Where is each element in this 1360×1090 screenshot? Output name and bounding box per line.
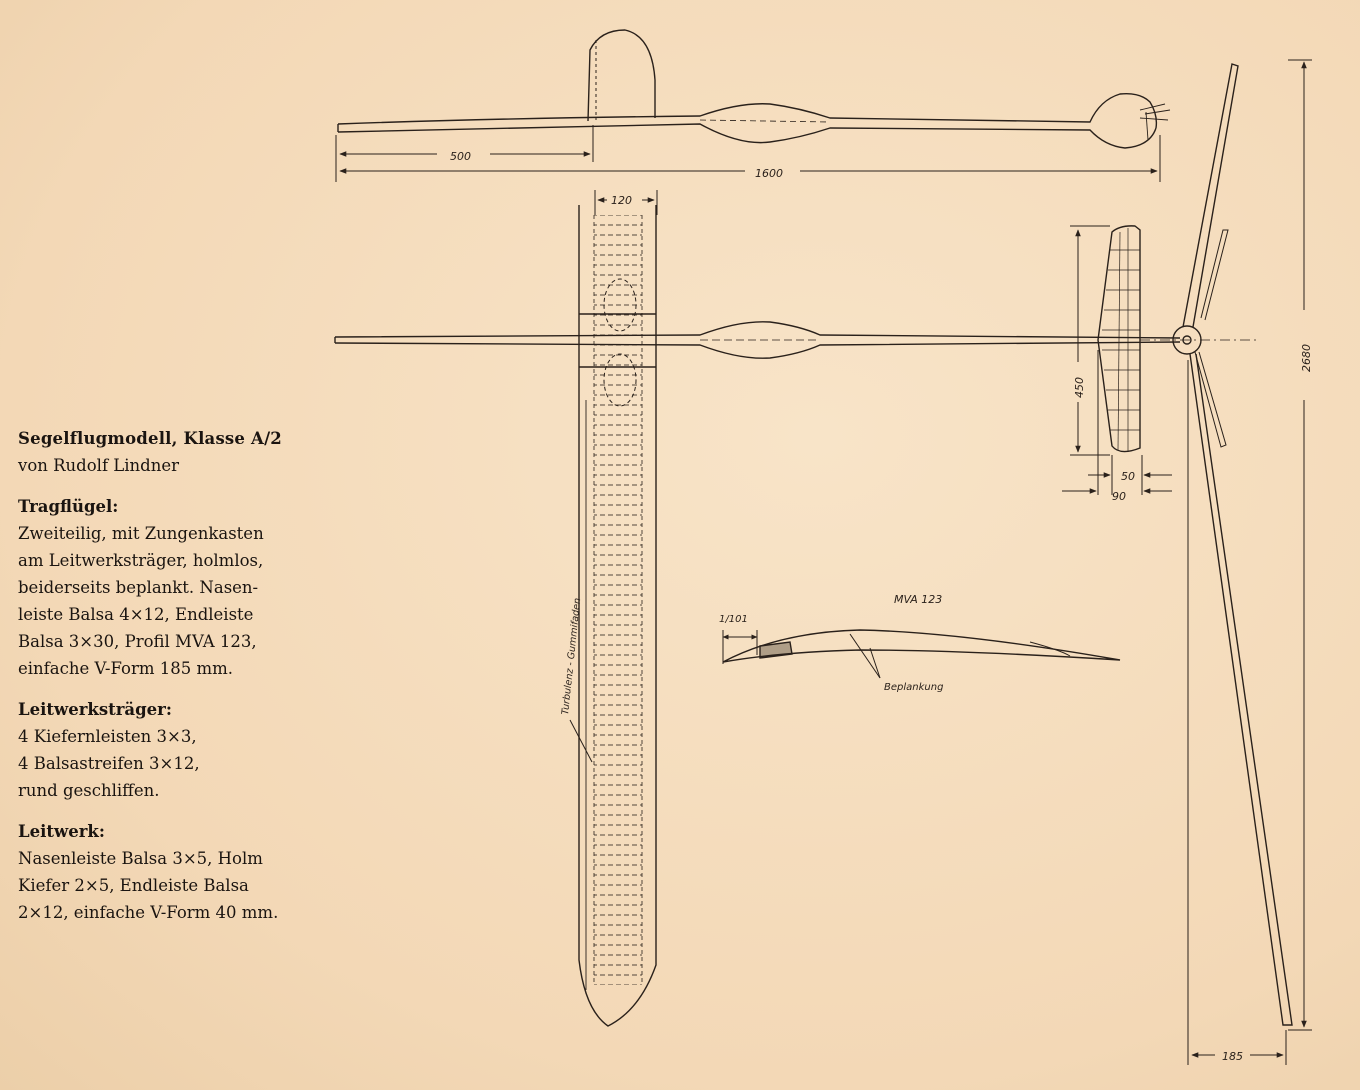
dimension-label: 50 [1121, 470, 1135, 483]
turbulence-label: Turbulenz - Gummifaden [560, 597, 584, 716]
side-fuselage-lower [338, 124, 1156, 148]
dimension-label: 1/101 [719, 614, 748, 625]
dimension-label: 185 [1222, 1050, 1243, 1063]
airfoil-profile [723, 630, 1120, 678]
front-view [1140, 64, 1292, 1025]
side-fin [588, 30, 655, 121]
section-heading-tragfluegel: Tragflügel: [18, 497, 119, 516]
dimension-label: 500 [450, 150, 471, 163]
text-line: beiderseits beplankt. Nasen- [18, 578, 259, 597]
model-title: Segelflugmodell, Klasse A/2 [18, 429, 282, 448]
dimension-front [1188, 60, 1312, 1065]
text-line: am Leitwerksträger, holmlos, [18, 551, 264, 570]
text-line: Zweiteilig, mit Zungenkasten [18, 524, 264, 543]
text-line: Nasenleiste Balsa 3×5, Holm [18, 849, 263, 868]
section-heading-leitwerkstraeger: Leitwerksträger: [18, 700, 172, 719]
text-line: 2×12, einfache V-Form 40 mm. [18, 903, 279, 922]
top-view [335, 205, 1180, 1026]
front-fin [1183, 64, 1238, 327]
section-heading-leitwerk: Leitwerk: [18, 822, 105, 841]
dimension-label: 120 [611, 194, 632, 207]
text-line: Kiefer 2×5, Endleiste Balsa [18, 876, 249, 895]
beplankung-label: Beplankung [884, 682, 944, 693]
side-fuselage-upper [338, 94, 1156, 128]
text-line: Balsa 3×30, Profil MVA 123, [18, 632, 257, 651]
text-line: leiste Balsa 4×12, Endleiste [18, 605, 254, 624]
front-wing [1190, 354, 1292, 1025]
fuselage-top [335, 322, 1180, 338]
dimension-label: 450 [1073, 377, 1086, 398]
text-line: rund geschliffen. [18, 781, 160, 800]
text-line: einfache V-Form 185 mm. [18, 659, 233, 678]
dimension-label: 90 [1112, 490, 1126, 503]
dimension-label: 2680 [1300, 344, 1313, 372]
profile-name: MVA 123 [894, 593, 943, 606]
dimension-tail [1062, 226, 1172, 495]
text-line: 4 Balsastreifen 3×12, [18, 754, 200, 773]
text-line: 4 Kiefernleisten 3×3, [18, 727, 197, 746]
dimension-label: 1600 [755, 167, 783, 180]
model-author: von Rudolf Lindner [18, 456, 180, 475]
side-view [338, 30, 1170, 148]
